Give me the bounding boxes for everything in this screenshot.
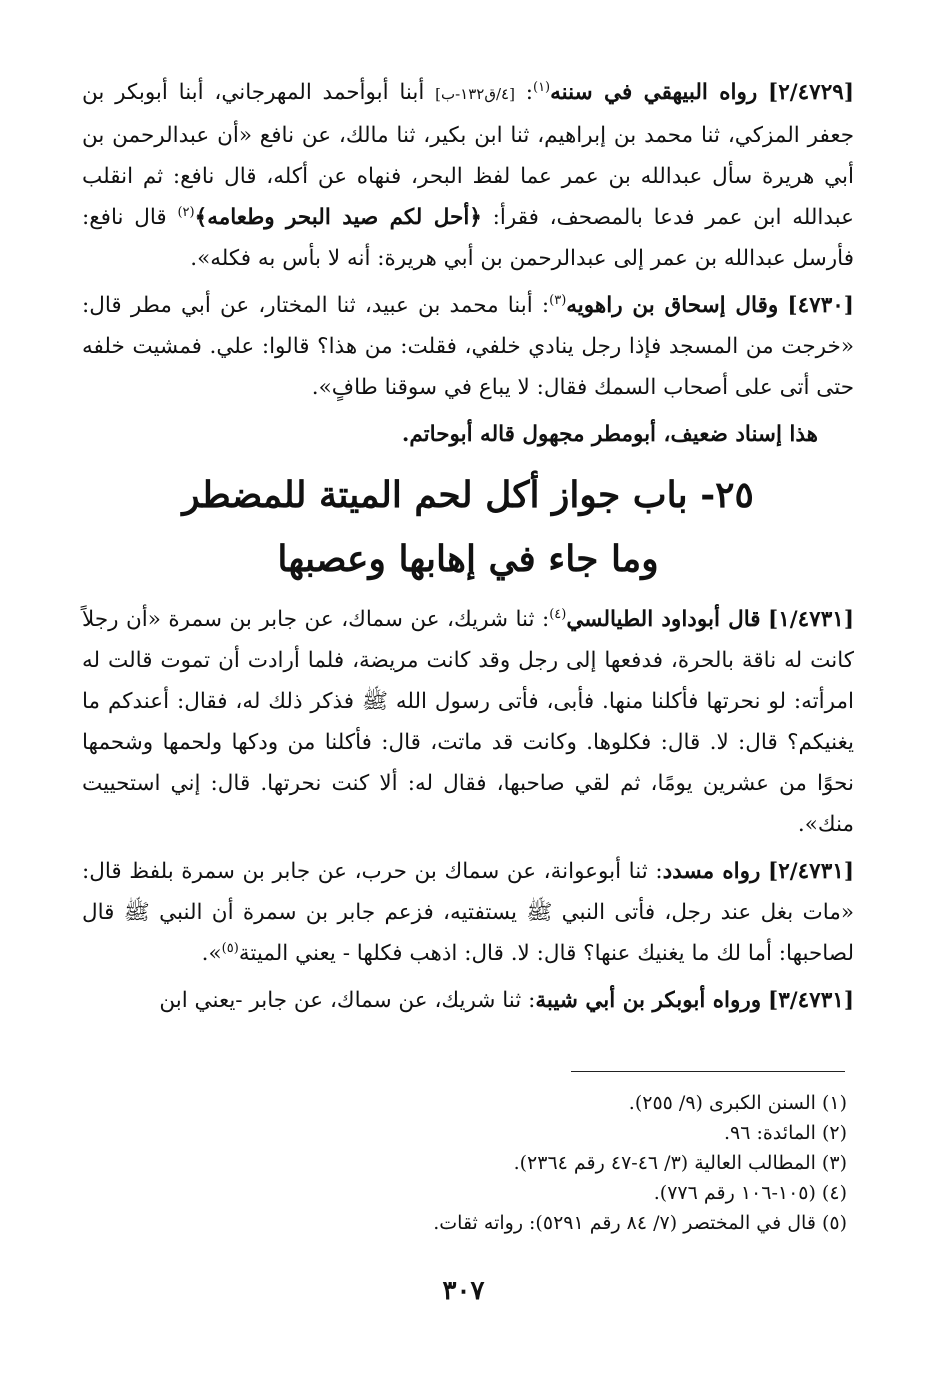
paragraph-4731-2 xyxy=(82,851,854,974)
chapter-subtitle: وما جاء في إهابها وعصبها xyxy=(277,538,659,580)
hadith-body-4729-cont: قال نافع: فأرسل عبدالله بن عمر إلى عبدالرحمن بن أبي هريرة: أنه لا بأس به فكله». xyxy=(82,205,854,271)
paragraph-4731-1 xyxy=(82,599,854,845)
hadith-body-4731-1: : ثنا شريك، عن سماك، عن جابر بن سمرة «أن رجلاً كانت له ناقة بالحرة، فدفعها إلى رجل وقد كانت مريضة، فلما أرادت أن تموت قالت له امرأته: لو نحرتها فأكلنا منها. فأبى، فأتى رسول الله ﷺ فذكر ذلك له، فقال: أعندكم ما يغنيكم؟ قال: لا. قال: فكلوها. وكانت قد ماتت، قال: فأكلنا من ودكها ولحمها وشحمها نحوًا من عشرين يومًا، ثم لقي صاحبها، فقال له: ألا كنت نحرتها. قال: إني استحييت منك». xyxy=(82,607,854,837)
hadith-ref-4731-2: [٢/٤٧٣١] xyxy=(768,859,854,884)
hadith-lead-4730: وقال إسحاق بن راهويه xyxy=(566,293,779,318)
hadith-body-4731-3: : ثنا شريك، عن سماك، عن جابر -يعني ابن xyxy=(159,988,536,1013)
hadith-ref-4731-3: [٣/٤٧٣١] xyxy=(768,988,854,1013)
paragraph-4729 xyxy=(82,72,854,279)
page-body xyxy=(82,72,854,1021)
footnote-item: (٥) قال في المختصر (٧/ ٨٤ رقم ٥٢٩١): رواته ثقات. xyxy=(433,1212,847,1234)
footnote-item: (٣) المطالب العالية (٣/ ٤٦-٤٧ رقم ٢٣٦٤). xyxy=(513,1152,847,1174)
hadith-ref-4729: [٢/٤٧٢٩] xyxy=(768,80,854,105)
footnote-item: (١) السنن الكبرى (٩/ ٢٥٥). xyxy=(628,1092,847,1114)
hadith-body-4729: أبنا أبوأحمد المهرجاني، أبنا أبوبكر بن جعفر المزكي، ثنا محمد بن إبراهيم، ثنا ابن بكير، ثنا مالك، عن نافع «أن عبدالرحمن بن أبي هريرة سأل عبدالله بن عمر عما لفظ البحر، فنهاه عن أكله، قال نافع: ثم انقلب عبدالله ابن عمر فدعا بالمصحف، فقرأ: xyxy=(82,80,854,230)
paragraph-4730 xyxy=(82,285,854,408)
hadith-lead-4731-3: ورواه أبوبكر بن أبي شيبة xyxy=(535,988,762,1013)
hadith-lead-4731-1: قال أبوداود الطيالسي xyxy=(566,607,761,632)
manuscript-ref: [٤/ق١٣٢-ب] xyxy=(435,85,515,103)
colon: : xyxy=(525,80,533,105)
hadith-body-4730: : أبنا محمد بن عبيد، ثنا المختار، عن أبي مطر قال: «خرجت من المسجد فإذا رجل ينادي خلفي، فقلت: من هذا؟ قالوا: علي. فمشيت خلفه حتى أتى على أصحاب السمك فقال: لا يباع في سوقنا طافٍ». xyxy=(82,293,854,400)
chapter-title: ٢٥- باب جواز أكل لحم الميتة للمضطر xyxy=(182,474,754,516)
footnote-marker-3: (٣) xyxy=(549,292,567,308)
footnotes xyxy=(247,1088,847,1238)
footnote-marker-4: (٤) xyxy=(549,606,567,622)
hadith-lead-4731-2: رواه مسدد xyxy=(662,859,761,884)
hadith-ref-4730: [٤٧٣٠] xyxy=(787,293,854,318)
hadith-body-4731-2: : ثنا أبوعوانة، عن سماك بن حرب، عن جابر بن سمرة بلفظ قال: «مات بغل عند رجل، فأتى النبي ﷺ يستفتيه، فزعم جابر بن سمرة أن النبي ﷺ قال لصاحبها: أما لك ما يغنيك عنها؟ قال: لا. قال: اذهب فكلها - يعني الميتة xyxy=(82,859,854,966)
footnote-marker-5: (٥) xyxy=(221,940,239,956)
hadith-ref-4731-1: [١/٤٧٣١] xyxy=(768,607,854,632)
footnote-marker-2: (٢) xyxy=(177,204,195,220)
footnote-marker-1: (١) xyxy=(532,79,551,95)
footnote-divider xyxy=(571,1071,845,1072)
hadith-tail-4731-2: ». xyxy=(201,941,222,966)
paragraph-4731-3 xyxy=(82,980,854,1021)
footnote-item: (٤) (١٠٥-١٠٦ رقم ٧٧٦). xyxy=(653,1182,847,1204)
hadith-lead-4729: رواه البيهقي في سننه xyxy=(550,80,758,105)
footnote-item: (٢) المائدة: ٩٦. xyxy=(723,1122,847,1144)
quran-verse: ﴿أحل لكم صيد البحر وطعامه﴾ xyxy=(194,205,482,230)
isnad-note: هذا إسناد ضعيف، أبومطر مجهول قاله أبوحاتم. xyxy=(401,422,818,447)
page-number: ٣٠٧ xyxy=(442,1276,485,1306)
